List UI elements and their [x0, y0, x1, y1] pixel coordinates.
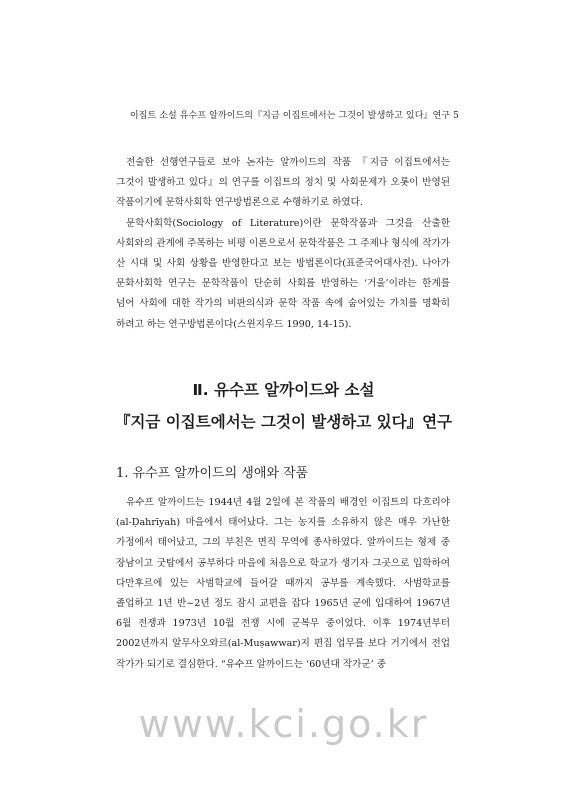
intro-paragraph-2: 문학사회학(Sociology of Literature)이란 문학작품과 그것을 산출한 사회와의 관계에 주목하는 비평 이론으로서 문학작품은 그 주제나 형식에 작가가 산 시대 및 사회 상황을 반영한다고 보는 방법론이다(표준국어대사전). 나아가 문화사회학 연구는 문학작품이 단순히 사회를 반영하는 ‘거울’이라는 한계를 넘어 사회에 대한 작가의 비판의식과 문학 작품 속에 숨어있는 가치를 명확히 하려고 하는 연구방법론이다(스윈지우드 1990, 14-15).: [116, 217, 450, 330]
intro-text: [116, 153, 450, 335]
biography-text: [116, 493, 450, 675]
running-header: 이집트 소설 유수프 알까이드의『지금 이집트에서는 그것이 발생하고 있다』연구 5: [129, 111, 459, 121]
section-heading-line-2: 『지금 이집트에서는 그것이 발생하고 있다』연구: [114, 413, 453, 431]
watermark: www.kci.go.kr: [138, 702, 429, 746]
subsection-heading: 1. 유수프 알까이드의 생애와 작품: [116, 466, 309, 481]
biography-paragraph-1: 유수프 알까이드는 1944년 4월 2일에 본 작품의 배경인 이집트의 다흐리야(al-Ḍahrīyah) 마을에서 태어났다. 그는 농지를 소유하지 않은 매우 가난한 가정에서 태어났고, 그의 부친은 면직 무역에 종사하였다. 알까이드는 형제 중 장남이고 굿탑에서 공부하다 마을에 처음으로 학교가 생기자 그곳으로 입학하여 다만후르에 있는 사범학교에 들어갈 때까지 공부를 계속했다. 사범학교를 졸업하고 1년 반~2년 정도 잠시 교편을 잡다 1965년 군에 입대하여 1967년 6월 전쟁과 1973년 10월 전쟁 시에 군복무 중이었다. 이후 1974년부터 2002년까지 알무사오와르(al-Muṣawwar)지 편집 업무를 보다 거기에서 전업 작가가 되기로 결심한다. “유수프 알까이드는 ‘60년대 작가군’ 중: [116, 497, 450, 670]
section-heading-line-1: Ⅱ. 유수프 알까이드와 소설: [192, 381, 375, 399]
intro-paragraph-1: 전술한 선행연구들로 보아 논자는 알까이드의 작품 『지금 이집트에서는 그것이 발생하고 있다』의 연구를 이집트의 정치 및 사회문제가 오롯이 반영된 작품이기에 문학사회학 연구방법론으로 수행하기로 하였다.: [116, 157, 450, 209]
